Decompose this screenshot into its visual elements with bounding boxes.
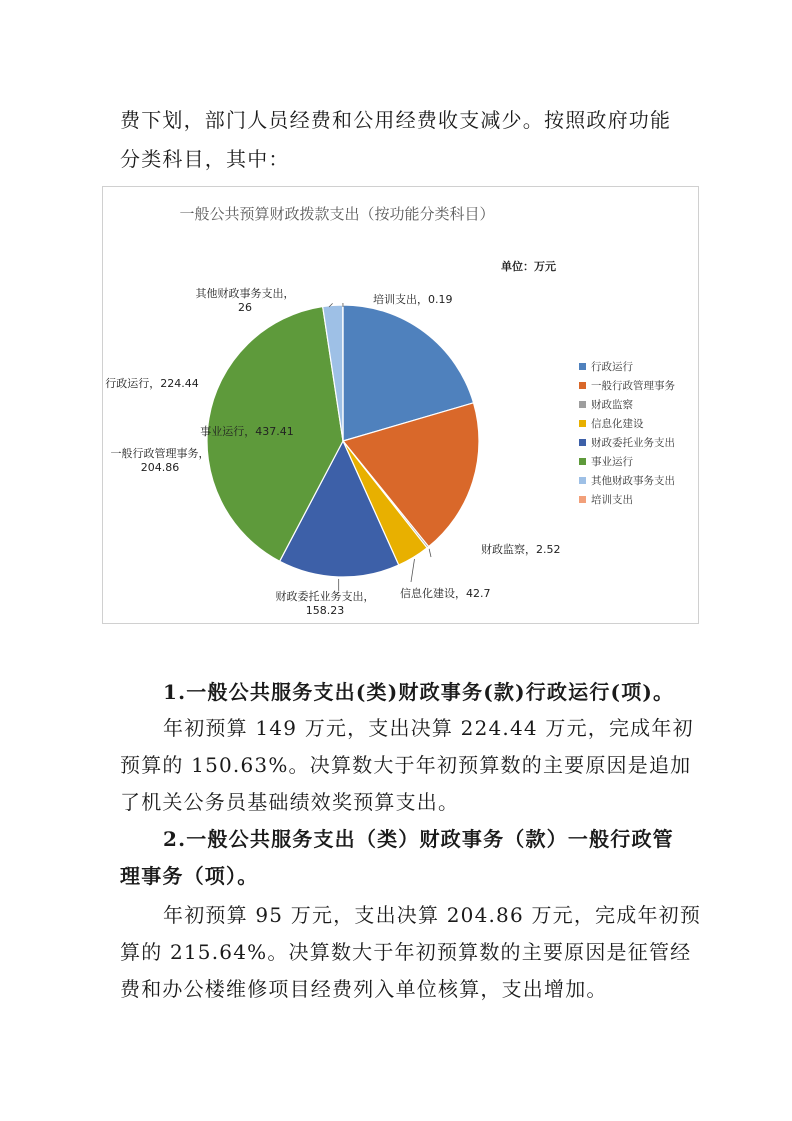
item2-heading-line-2: 理事务（项）。 [120,864,259,888]
data-label-5-0: 事业运行，437.41 [200,425,294,438]
data-label-2-0: 财政监察，2.52 [481,543,561,556]
pie-chart-svg [103,187,700,625]
legend-label-6: 其他财政事务支出 [591,475,675,487]
item1-heading: 1.一般公共服务支出(类)财政事务(款)行政运行(项)。 [163,680,675,704]
data-label-1-1: 204.86 [140,461,180,474]
chart-title: 一般公共预算财政拨款支出（按功能分类科目） [179,205,495,223]
legend-label-3: 信息化建设 [591,418,644,430]
data-label-4-0: 财政委托业务支出， [275,590,375,603]
intro-line-1: 费下划，部门人员经费和公用经费收支减少。按照政府功能 [120,108,672,132]
legend-swatch-5 [579,458,586,465]
item2-line-3: 费和办公楼维修项目经费列入单位核算，支出增加。 [120,977,608,1001]
item2-line-1: 年初预算 95 万元，支出决算 204.86 万元，完成年初预 [163,903,702,927]
item1-line-1: 年初预算 149 万元，支出决算 224.44 万元，完成年初 [163,716,694,740]
data-label-0-0: 行政运行，224.44 [105,377,199,390]
pie-chart-panel [102,186,699,624]
data-label-6-0: 其他财政事务支出， [195,287,295,300]
leader-line-3 [411,559,414,582]
legend-label-4: 财政委托业务支出 [591,437,675,449]
item2-heading-line-1: 2.一般公共服务支出（类）财政事务（款）一般行政管 [163,827,674,851]
legend-label-2: 财政监察 [591,399,633,411]
legend-label-7: 培训支出 [591,494,633,506]
legend-swatch-4 [579,439,586,446]
chart-legend [579,360,675,506]
item2-line-2: 算的 215.64%。决算数大于年初预算数的主要原因是征管经 [120,940,692,964]
item1-line-2: 预算的 150.63%。决算数大于年初预算数的主要原因是追加 [120,753,692,777]
pie-slices [207,305,479,577]
legend-swatch-2 [579,401,586,408]
item1-line-3: 了机关公务员基础绩效奖预算支出。 [120,790,460,814]
legend-label-0: 行政运行 [591,361,633,373]
data-label-7-0: 培训支出，0.19 [373,293,453,306]
chart-unit-label: 单位：万元 [501,260,556,273]
legend-label-5: 事业运行 [591,456,633,468]
legend-swatch-3 [579,420,586,427]
data-label-1-0: 一般行政管理事务， [110,447,210,460]
intro-line-2: 分类科目，其中： [120,147,290,171]
leader-line-2 [429,549,431,557]
data-label-3-0: 信息化建设，42.7 [400,587,491,600]
legend-swatch-7 [579,496,586,503]
legend-swatch-0 [579,363,586,370]
legend-swatch-6 [579,477,586,484]
data-label-6-1: 26 [238,301,252,314]
data-label-4-1: 158.23 [305,604,345,617]
legend-label-1: 一般行政管理事务 [591,380,675,392]
legend-swatch-1 [579,382,586,389]
